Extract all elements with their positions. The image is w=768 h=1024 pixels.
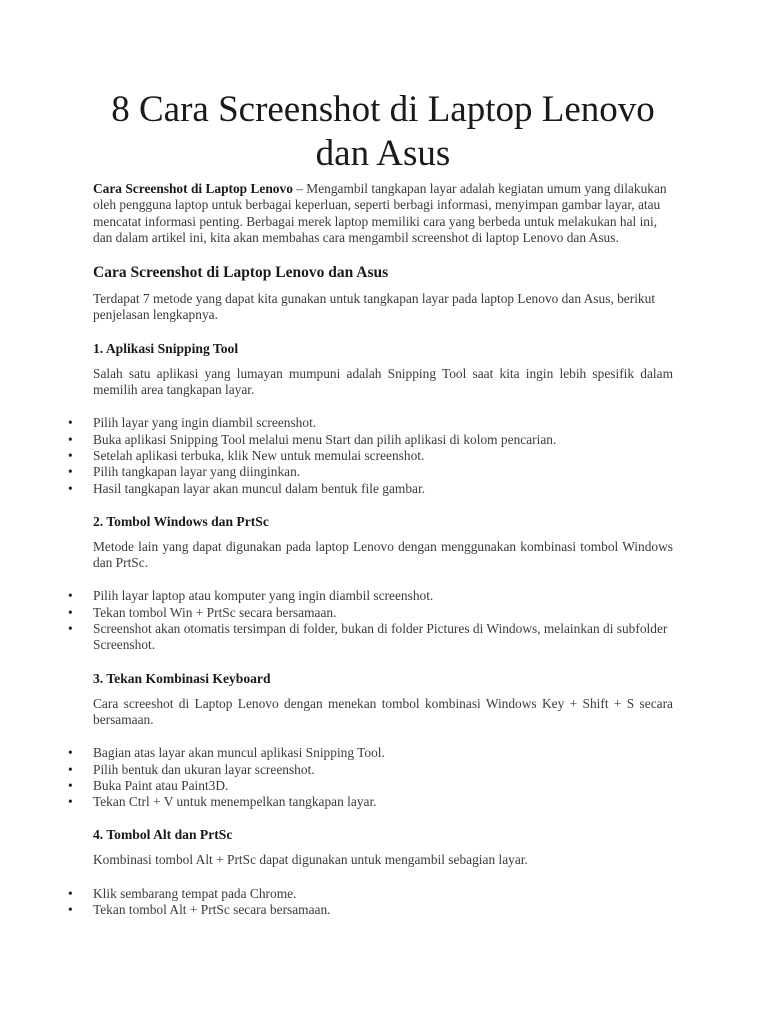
- method-1-heading: 1. Aplikasi Snipping Tool: [93, 340, 239, 356]
- article-body: [93, 181, 673, 918]
- list-item: • Klik sembarang tempat pada Chrome.: [93, 886, 673, 902]
- method-2-steps: [93, 588, 673, 653]
- method-2-paragraph: Metode lain yang dapat digunakan pada laptop Lenovo dengan menggunakan kombinasi tombol Windows dan PrtSc.: [93, 538, 673, 571]
- page-title: 8 Cara Screenshot di Laptop Lenovo dan Asus: [111, 89, 655, 174]
- method-3-heading: 3. Tekan Kombinasi Keyboard: [93, 670, 271, 686]
- list-item: • Tekan tombol Win + PrtSc secara bersamaan.: [93, 605, 673, 621]
- method-4-paragraph: Kombinasi tombol Alt + PrtSc dapat digunakan untuk mengambil sebagian layar.: [93, 852, 528, 868]
- list-item: • Bagian atas layar akan muncul aplikasi Snipping Tool.: [93, 745, 673, 761]
- list-item: • Pilih tangkapan layar yang diinginkan.: [93, 464, 673, 480]
- list-item: • Tekan tombol Alt + PrtSc secara bersamaan.: [93, 902, 673, 918]
- method-4-steps: [93, 886, 673, 919]
- section-heading: Cara Screenshot di Laptop Lenovo dan Asus: [93, 264, 389, 282]
- list-item: • Screenshot akan otomatis tersimpan di folder, bukan di folder Pictures di Windows, melainkan di subfolder Screenshot.: [93, 621, 673, 654]
- intro-paragraph: [93, 181, 673, 246]
- intro-bold-lead: Cara Screenshot di Laptop Lenovo: [93, 181, 293, 196]
- list-item: • Pilih layar laptop atau komputer yang ingin diambil screenshot.: [93, 588, 673, 604]
- intro-text: – Mengambil tangkapan layar adalah kegiatan umum yang dilakukan oleh pengguna laptop untuk berbagai keperluan, seperti berbagi informasi, menyimpan gambar layar, atau mencatat informasi penting. Berbagai merek laptop memiliki cara yang berbeda untuk melakukan hal ini, dan dalam artikel ini, kita akan membahas cara mengambil screenshot di laptop Lenovo dan Asus.: [93, 181, 667, 245]
- list-item: • Hasil tangkapan layar akan muncul dalam bentuk file gambar.: [93, 481, 673, 497]
- list-item: • Pilih layar yang ingin diambil screenshot.: [93, 415, 673, 431]
- list-item: • Pilih bentuk dan ukuran layar screenshot.: [93, 762, 673, 778]
- list-item: • Tekan Ctrl + V untuk menempelkan tangkapan layar.: [93, 794, 673, 810]
- method-4-heading: 4. Tombol Alt dan PrtSc: [93, 827, 233, 843]
- method-3-steps: [93, 745, 673, 810]
- list-item: • Buka aplikasi Snipping Tool melalui menu Start dan pilih aplikasi di kolom pencarian.: [93, 432, 673, 448]
- list-item: • Setelah aplikasi terbuka, klik New untuk memulai screenshot.: [93, 448, 673, 464]
- method-3-paragraph: Cara screeshot di Laptop Lenovo dengan menekan tombol kombinasi Windows Key + Shift + S secara bersamaan.: [93, 695, 673, 727]
- method-1-steps: [93, 415, 673, 496]
- section-paragraph: Terdapat 7 metode yang dapat kita gunakan untuk tangkapan layar pada laptop Lenovo dan Asus, berikut penjelasan lengkapnya.: [93, 291, 656, 323]
- list-item: • Buka Paint atau Paint3D.: [93, 778, 673, 794]
- method-1-paragraph: Salah satu aplikasi yang lumayan mumpuni adalah Snipping Tool saat kita ingin lebih spesifik dalam memilih area tangkapan layar.: [93, 365, 673, 398]
- method-2-heading: 2. Tombol Windows dan PrtSc: [93, 513, 269, 529]
